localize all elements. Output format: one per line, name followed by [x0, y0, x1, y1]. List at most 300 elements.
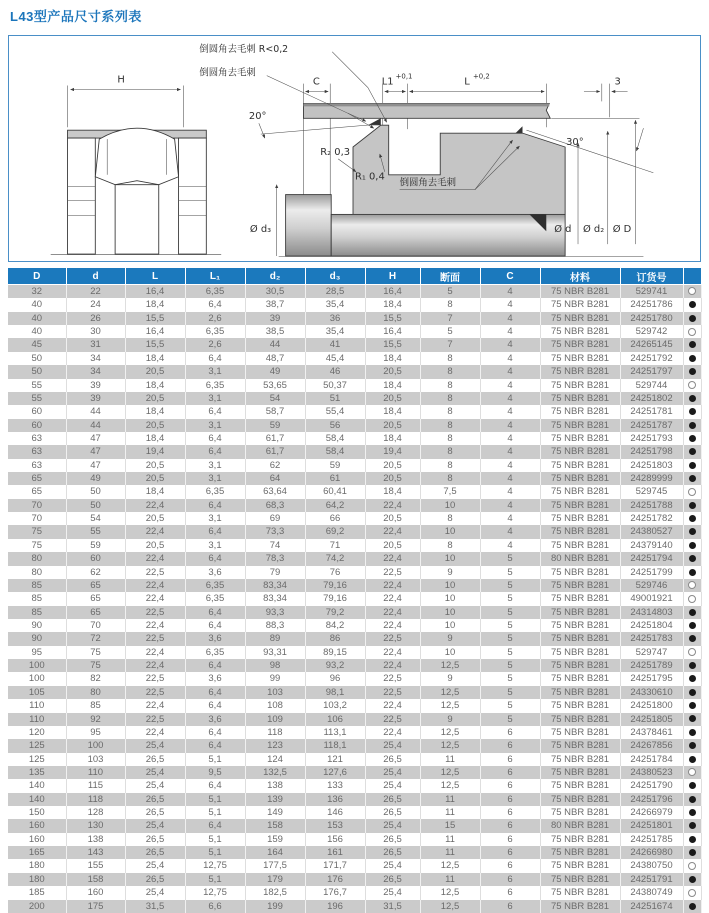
- table-cell: 86: [305, 632, 365, 645]
- availability-cell: [683, 499, 701, 512]
- availability-cell: [683, 365, 701, 378]
- table-cell: 64: [245, 472, 305, 485]
- table-cell: 24289999: [620, 472, 683, 485]
- filled-dot-icon: [689, 435, 696, 442]
- table-cell: 25,4: [365, 739, 420, 752]
- table-cell: 6: [480, 819, 540, 832]
- table-cell: 16,4: [365, 285, 420, 299]
- table-cell: 22,4: [125, 726, 185, 739]
- table-cell: 25,4: [365, 886, 420, 899]
- column-header: 材料: [540, 268, 620, 285]
- table-cell: 53,65: [245, 379, 305, 392]
- table-cell: 18,4: [365, 298, 420, 311]
- table-cell: 65: [66, 579, 125, 592]
- table-cell: 75 NBR B281: [540, 753, 620, 766]
- table-cell: 88,3: [245, 619, 305, 632]
- table-cell: 25,4: [125, 779, 185, 792]
- table-row: [8, 646, 701, 659]
- table-cell: 95: [66, 726, 125, 739]
- table-cell: 26,5: [125, 833, 185, 846]
- table-row: [8, 753, 701, 766]
- table-cell: 15: [420, 819, 480, 832]
- availability-cell: [683, 793, 701, 806]
- table-cell: 124: [245, 753, 305, 766]
- table-cell: 12,5: [420, 779, 480, 792]
- filled-dot-icon: [689, 341, 696, 348]
- table-cell: 75 NBR B281: [540, 472, 620, 485]
- table-cell: 89,15: [305, 646, 365, 659]
- table-cell: 50: [8, 365, 66, 378]
- table-cell: 22,5: [125, 632, 185, 645]
- table-row: [8, 859, 701, 872]
- table-cell: 182,5: [245, 886, 305, 899]
- table-cell: 18,4: [365, 432, 420, 445]
- table-cell: 113,1: [305, 726, 365, 739]
- table-cell: 75 NBR B281: [540, 779, 620, 792]
- table-cell: 24379140: [620, 539, 683, 552]
- table-cell: 89: [245, 632, 305, 645]
- table-row: [8, 819, 701, 832]
- dim-3-label: 3: [614, 76, 621, 88]
- table-cell: 93,2: [305, 659, 365, 672]
- table-cell: 176: [305, 873, 365, 886]
- table-cell: 25,4: [125, 739, 185, 752]
- table-cell: 8: [420, 379, 480, 392]
- table-cell: 22: [66, 285, 125, 299]
- table-cell: 31: [66, 338, 125, 351]
- table-cell: 12,5: [420, 726, 480, 739]
- table-cell: 4: [480, 392, 540, 405]
- table-cell: 156: [305, 833, 365, 846]
- table-cell: 90: [8, 632, 66, 645]
- table-cell: 75 NBR B281: [540, 592, 620, 605]
- table-row: [8, 459, 701, 472]
- table-row: [8, 579, 701, 592]
- deburr-inner-note: 倒圆角去毛刺: [399, 177, 457, 189]
- availability-cell: [683, 485, 701, 498]
- table-cell: 118: [66, 793, 125, 806]
- table-cell: 75 NBR B281: [540, 699, 620, 712]
- availability-cell: [683, 713, 701, 726]
- table-cell: 24265145: [620, 338, 683, 351]
- filled-dot-icon: [689, 903, 696, 910]
- table-cell: 196: [305, 900, 365, 913]
- table-cell: 50: [8, 352, 66, 365]
- table-cell: 22,5: [365, 713, 420, 726]
- table-cell: 24251789: [620, 659, 683, 672]
- table-cell: 58,4: [305, 432, 365, 445]
- table-cell: 24251784: [620, 753, 683, 766]
- table-cell: 35,4: [305, 298, 365, 311]
- availability-cell: [683, 886, 701, 899]
- table-cell: 12,75: [185, 886, 245, 899]
- table-cell: 6,35: [185, 592, 245, 605]
- availability-cell: [683, 846, 701, 859]
- table-cell: 20,5: [365, 459, 420, 472]
- table-cell: 75 NBR B281: [540, 338, 620, 351]
- filled-dot-icon: [689, 702, 696, 709]
- table-cell: 24251791: [620, 873, 683, 886]
- table-cell: 132,5: [245, 766, 305, 779]
- table-cell: 4: [480, 539, 540, 552]
- table-cell: 44: [66, 405, 125, 418]
- table-cell: 9: [420, 713, 480, 726]
- table-cell: 80: [8, 566, 66, 579]
- table-cell: 10: [420, 646, 480, 659]
- availability-cell: [683, 619, 701, 632]
- table-cell: 161: [305, 846, 365, 859]
- table-cell: 75: [66, 646, 125, 659]
- table-cell: 61: [305, 472, 365, 485]
- table-cell: 69,2: [305, 525, 365, 538]
- table-cell: 22,4: [365, 552, 420, 565]
- table-cell: 19,4: [125, 445, 185, 458]
- availability-cell: [683, 579, 701, 592]
- table-cell: 22,4: [125, 646, 185, 659]
- table-row: [8, 472, 701, 485]
- table-cell: 6: [480, 793, 540, 806]
- table-cell: 75 NBR B281: [540, 419, 620, 432]
- table-cell: 10: [420, 619, 480, 632]
- table-cell: 18,4: [125, 405, 185, 418]
- table-cell: 49: [66, 472, 125, 485]
- table-cell: 24251798: [620, 445, 683, 458]
- table-cell: 39: [66, 392, 125, 405]
- table-cell: 71: [305, 539, 365, 552]
- filled-dot-icon: [689, 515, 696, 522]
- dimension-series-table: [8, 268, 702, 913]
- table-cell: 4: [480, 325, 540, 338]
- table-row: [8, 312, 701, 325]
- availability-cell: [683, 632, 701, 645]
- table-cell: 200: [8, 900, 66, 913]
- table-row: [8, 606, 701, 619]
- filled-dot-icon: [689, 555, 696, 562]
- table-cell: 35,4: [305, 325, 365, 338]
- column-header: d₂: [245, 268, 305, 285]
- dia-d3-label: Ø d₃: [249, 224, 272, 236]
- table-cell: 5,1: [185, 846, 245, 859]
- table-cell: 75: [8, 525, 66, 538]
- table-cell: 110: [66, 766, 125, 779]
- table-cell: 36: [305, 312, 365, 325]
- table-cell: 75: [66, 659, 125, 672]
- table-cell: 18,4: [365, 352, 420, 365]
- filled-dot-icon: [689, 822, 696, 829]
- table-cell: 4: [480, 338, 540, 351]
- filled-dot-icon: [689, 448, 696, 455]
- table-cell: 22,4: [365, 659, 420, 672]
- table-row: [8, 739, 701, 752]
- table-cell: 54: [245, 392, 305, 405]
- table-cell: 59: [245, 419, 305, 432]
- table-cell: 176,7: [305, 886, 365, 899]
- table-cell: 20,5: [365, 539, 420, 552]
- technical-drawing-panel: [8, 35, 701, 262]
- table-cell: 164: [245, 846, 305, 859]
- table-cell: 82: [66, 672, 125, 685]
- table-cell: 93,31: [245, 646, 305, 659]
- table-cell: 98,1: [305, 686, 365, 699]
- open-dot-icon: [688, 381, 696, 389]
- table-cell: 4: [480, 525, 540, 538]
- table-cell: 59: [305, 459, 365, 472]
- table-cell: 75 NBR B281: [540, 739, 620, 752]
- table-cell: 529746: [620, 579, 683, 592]
- availability-cell: [683, 325, 701, 338]
- table-cell: 160: [66, 886, 125, 899]
- table-row: [8, 379, 701, 392]
- deburr-r-note: 倒圆角去毛刺 R<0,2: [199, 43, 289, 55]
- table-cell: 83,34: [245, 579, 305, 592]
- table-cell: 120: [8, 726, 66, 739]
- deburr-note: 倒圆角去毛刺: [199, 67, 256, 79]
- table-cell: 12,75: [185, 859, 245, 872]
- table-cell: 185: [8, 886, 66, 899]
- dim-l-label: L: [464, 76, 470, 88]
- table-cell: 34: [66, 365, 125, 378]
- table-cell: 18,4: [125, 379, 185, 392]
- table-cell: 24251782: [620, 512, 683, 525]
- table-cell: 50: [66, 485, 125, 498]
- table-cell: 22,4: [125, 659, 185, 672]
- table-cell: 5: [420, 285, 480, 299]
- table-row: [8, 713, 701, 726]
- table-cell: 8: [420, 472, 480, 485]
- table-cell: 75 NBR B281: [540, 886, 620, 899]
- open-dot-icon: [688, 768, 696, 776]
- table-cell: 165: [8, 846, 66, 859]
- table-cell: 55: [66, 525, 125, 538]
- table-cell: 5: [480, 646, 540, 659]
- table-cell: 84,2: [305, 619, 365, 632]
- table-cell: 22,4: [365, 646, 420, 659]
- table-row: [8, 405, 701, 418]
- table-cell: 51: [305, 392, 365, 405]
- table-cell: 24251800: [620, 699, 683, 712]
- table-cell: 3,1: [185, 459, 245, 472]
- table-row: [8, 766, 701, 779]
- groove-assembly-drawing: [249, 52, 653, 257]
- table-cell: 75 NBR B281: [540, 873, 620, 886]
- table-cell: 63: [8, 459, 66, 472]
- table-row: [8, 886, 701, 899]
- filled-dot-icon: [689, 729, 696, 736]
- table-cell: 139: [245, 793, 305, 806]
- table-cell: 3,6: [185, 713, 245, 726]
- table-cell: 75 NBR B281: [540, 392, 620, 405]
- table-cell: 529742: [620, 325, 683, 338]
- table-cell: 26,5: [125, 806, 185, 819]
- table-cell: 16,4: [125, 285, 185, 299]
- table-cell: 9: [420, 566, 480, 579]
- table-cell: 20,5: [125, 539, 185, 552]
- table-cell: 74: [245, 539, 305, 552]
- table-row: [8, 285, 701, 299]
- table-cell: 48,7: [245, 352, 305, 365]
- table-row: [8, 833, 701, 846]
- table-cell: 75 NBR B281: [540, 539, 620, 552]
- table-row: [8, 566, 701, 579]
- table-cell: 4: [480, 445, 540, 458]
- availability-cell: [683, 539, 701, 552]
- table-cell: 100: [66, 739, 125, 752]
- table-cell: 160: [8, 833, 66, 846]
- table-cell: 3,1: [185, 392, 245, 405]
- table-cell: 6: [480, 753, 540, 766]
- filled-dot-icon: [689, 368, 696, 375]
- table-cell: 24251790: [620, 779, 683, 792]
- table-row: [8, 539, 701, 552]
- table-cell: 24251786: [620, 298, 683, 311]
- availability-cell: [683, 646, 701, 659]
- table-cell: 65: [8, 472, 66, 485]
- table-cell: 79,16: [305, 579, 365, 592]
- table-cell: 3,1: [185, 419, 245, 432]
- table-cell: 105: [8, 686, 66, 699]
- filled-dot-icon: [689, 809, 696, 816]
- table-cell: 22,4: [125, 579, 185, 592]
- table-cell: 6: [480, 766, 540, 779]
- table-cell: 6,4: [185, 819, 245, 832]
- table-cell: 75 NBR B281: [540, 325, 620, 338]
- table-cell: 158: [245, 819, 305, 832]
- table-cell: 70: [66, 619, 125, 632]
- table-cell: 127,6: [305, 766, 365, 779]
- table-cell: 25,4: [125, 859, 185, 872]
- table-cell: 20,5: [365, 512, 420, 525]
- table-cell: 24251795: [620, 672, 683, 685]
- table-cell: 75 NBR B281: [540, 846, 620, 859]
- table-cell: 12,5: [420, 886, 480, 899]
- table-cell: 5: [480, 632, 540, 645]
- filled-dot-icon: [689, 622, 696, 629]
- table-row: [8, 485, 701, 498]
- table-cell: 5: [480, 659, 540, 672]
- table-cell: 44: [245, 338, 305, 351]
- table-cell: 25,4: [365, 779, 420, 792]
- filled-dot-icon: [689, 462, 696, 469]
- filled-dot-icon: [689, 542, 696, 549]
- table-cell: 38,7: [245, 298, 305, 311]
- table-cell: 75 NBR B281: [540, 285, 620, 299]
- table-cell: 100: [8, 672, 66, 685]
- table-cell: 110: [8, 713, 66, 726]
- table-cell: 18,4: [125, 485, 185, 498]
- column-header: d: [66, 268, 125, 285]
- table-cell: 24251781: [620, 405, 683, 418]
- table-cell: 5: [480, 552, 540, 565]
- table-cell: 5: [480, 672, 540, 685]
- table-cell: 6,6: [185, 900, 245, 913]
- dim-l1-tolerance: +0,1: [395, 72, 413, 81]
- table-cell: 6: [480, 900, 540, 913]
- table-cell: 5,1: [185, 873, 245, 886]
- table-cell: 22,5: [365, 686, 420, 699]
- table-cell: 10: [420, 579, 480, 592]
- filled-dot-icon: [689, 715, 696, 722]
- table-row: [8, 298, 701, 311]
- table-cell: 3,1: [185, 365, 245, 378]
- table-cell: 5,1: [185, 793, 245, 806]
- availability-cell: [683, 419, 701, 432]
- table-cell: 6,35: [185, 646, 245, 659]
- table-row: [8, 338, 701, 351]
- table-cell: 60: [8, 419, 66, 432]
- column-header: H: [365, 268, 420, 285]
- column-header: L: [125, 268, 185, 285]
- table-cell: 138: [245, 779, 305, 792]
- table-cell: 140: [8, 779, 66, 792]
- table-cell: 59: [66, 539, 125, 552]
- table-cell: 24251793: [620, 432, 683, 445]
- table-cell: 65: [66, 606, 125, 619]
- availability-cell: [683, 659, 701, 672]
- availability-cell: [683, 459, 701, 472]
- table-cell: 123: [245, 739, 305, 752]
- table-cell: 75 NBR B281: [540, 579, 620, 592]
- table-cell: 18,4: [365, 485, 420, 498]
- table-cell: 22,5: [125, 606, 185, 619]
- table-cell: 75 NBR B281: [540, 686, 620, 699]
- table-cell: 6,4: [185, 298, 245, 311]
- table-cell: 75 NBR B281: [540, 619, 620, 632]
- availability-cell: [683, 753, 701, 766]
- table-cell: 63: [8, 432, 66, 445]
- column-header: 断面: [420, 268, 480, 285]
- availability-cell: [683, 779, 701, 792]
- table-cell: 22,4: [125, 552, 185, 565]
- open-dot-icon: [688, 581, 696, 589]
- table-cell: 529741: [620, 285, 683, 299]
- table-cell: 24251792: [620, 352, 683, 365]
- table-cell: 118,1: [305, 739, 365, 752]
- table-cell: 143: [66, 846, 125, 859]
- table-cell: 73,3: [245, 525, 305, 538]
- angle-30-label: 30°: [566, 137, 584, 149]
- table-cell: 12,5: [420, 739, 480, 752]
- table-cell: 5: [480, 713, 540, 726]
- table-cell: 6: [480, 886, 540, 899]
- table-cell: 24380749: [620, 886, 683, 899]
- table-cell: 6,35: [185, 379, 245, 392]
- table-cell: 5: [480, 579, 540, 592]
- table-cell: 4: [480, 352, 540, 365]
- availability-cell: [683, 566, 701, 579]
- filled-dot-icon: [689, 395, 696, 402]
- table-cell: 45: [8, 338, 66, 351]
- table-cell: 26,5: [365, 793, 420, 806]
- table-cell: 24251796: [620, 793, 683, 806]
- table-cell: 26,5: [125, 873, 185, 886]
- table-cell: 9: [420, 632, 480, 645]
- table-cell: 6: [480, 873, 540, 886]
- table-cell: 61,7: [245, 432, 305, 445]
- table-cell: 140: [8, 793, 66, 806]
- page-title: L43型产品尺寸系列表: [10, 9, 142, 24]
- table-cell: 75 NBR B281: [540, 525, 620, 538]
- filled-dot-icon: [689, 689, 696, 696]
- table-cell: 24380750: [620, 859, 683, 872]
- table-cell: 6,4: [185, 352, 245, 365]
- table-cell: 529745: [620, 485, 683, 498]
- table-row: [8, 672, 701, 685]
- table-cell: 24314803: [620, 606, 683, 619]
- table-cell: 46: [305, 365, 365, 378]
- table-cell: 44: [66, 419, 125, 432]
- table-cell: 22,4: [365, 525, 420, 538]
- table-cell: 75 NBR B281: [540, 806, 620, 819]
